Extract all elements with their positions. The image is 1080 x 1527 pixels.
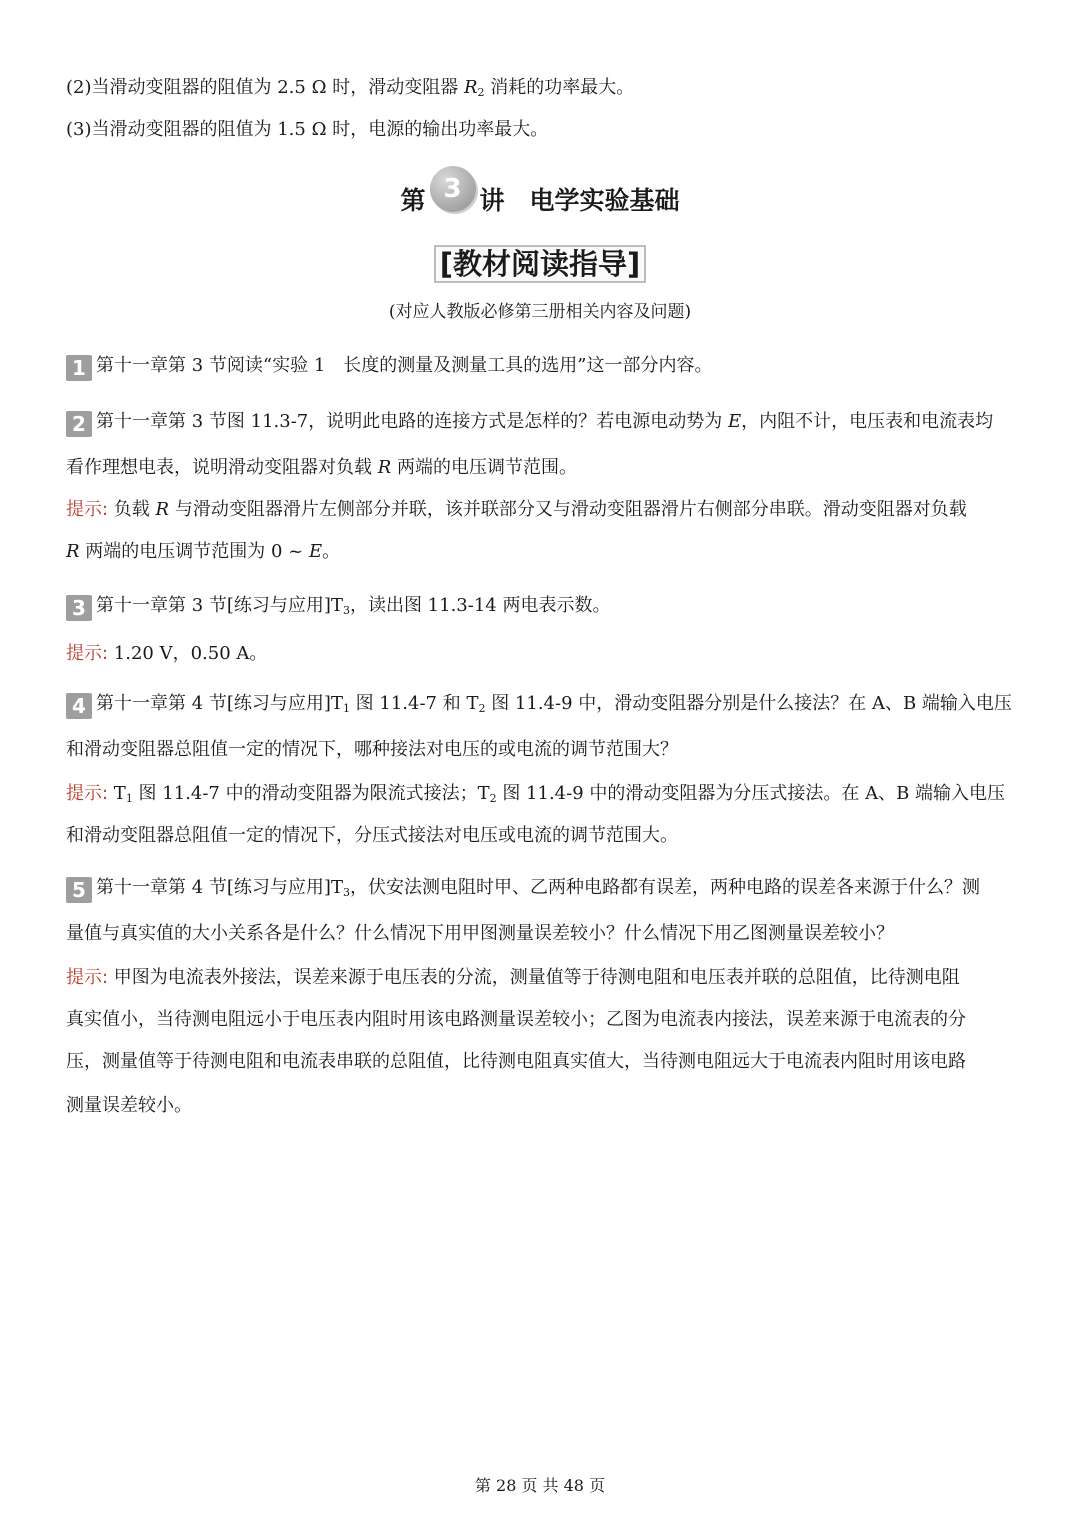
text: ，伏安法测电阻时甲、乙两种电路都有误差，两种电路的误差各来源于什么？测 [349, 877, 980, 898]
section-title [0, 242, 1080, 286]
answer-3: (3)当滑动变阻器的阻值为 1.5 Ω 时，电源的输出功率最大。 [66, 119, 549, 140]
hint-5-line-3: 压，测量值等于待测电阻和电流表串联的总阻值，比待测电阻真实值大，当待测电阻远大于电流表内阻时用该电路 [66, 1051, 966, 1072]
text: ，读出图 11.3-14 两电表示数。 [349, 595, 611, 616]
var-R: R [155, 499, 170, 520]
answer-2-number: (2) [66, 77, 92, 98]
text: 图 11.4-9 中的滑动变阻器为分压式接法。在 A、B 端输入电压 [496, 783, 1006, 804]
var-R: R [66, 541, 80, 562]
hint-2-line-1 [66, 498, 967, 522]
lecture-title: 讲 电学实验基础 [479, 186, 680, 215]
hint-2-line-2 [66, 540, 340, 564]
question-2-line-1 [66, 410, 993, 437]
question-number-badge: 2 [66, 411, 92, 437]
answer-2 [66, 76, 634, 100]
text: 负载 [108, 499, 156, 520]
text: 图 11.4-7 和 T [349, 693, 479, 714]
question-number-badge: 1 [66, 355, 92, 381]
answer-2-text-end: 消耗的功率最大。 [484, 77, 635, 98]
section-subtitle: (对应人教版必修第三册相关内容及问题) [388, 302, 692, 322]
hint-label: 提示: [66, 499, 109, 520]
question-number-badge: 5 [66, 877, 92, 903]
var-E: E [308, 541, 323, 562]
subscript: 3 [342, 886, 350, 899]
question-number-badge: 3 [66, 595, 92, 621]
lecture-prefix: 第 [400, 186, 426, 215]
subscript: 2 [478, 702, 486, 715]
question-2-line-2 [66, 456, 577, 480]
hint-label: 提示: [66, 967, 109, 988]
question-5-line-1 [66, 876, 980, 903]
text: 两端的电压调节范围为 0 ~ [79, 541, 309, 562]
page-footer: 第 28 页 共 48 页 [474, 1476, 606, 1495]
question-number-badge: 4 [66, 693, 92, 719]
question-4-line-2: 和滑动变阻器总阻值一定的情况下，哪种接法对电压的或电流的调节范围大？ [66, 739, 678, 760]
text: 看作理想电表，说明滑动变阻器对负载 [66, 457, 378, 478]
text: ，内阻不计，电压表和电流表均 [741, 411, 994, 432]
hint-5-line-1 [66, 966, 960, 990]
hint-3 [66, 642, 267, 666]
hint-label: 提示: [66, 643, 109, 664]
question-5-line-2: 量值与真实值的大小关系各是什么？什么情况下用甲图测量误差较小？什么情况下用乙图测量误差较小？ [66, 923, 894, 944]
text: 第十一章第 3 节图 11.3-7，说明此电路的连接方式是怎样的？若电源电动势为 [96, 411, 728, 432]
var-R: R [377, 457, 392, 478]
var-E: E [727, 411, 742, 432]
hint-4-line-1 [66, 782, 1005, 806]
hint-5-line-2: 真实值小，当待测电阻远小于电压表内阻时用该电路测量误差较小；乙图为电流表内接法，误差来源于电流表的分 [66, 1009, 966, 1030]
lecture-heading [0, 166, 1080, 229]
text: 与滑动变阻器滑片左侧部分并联，该并联部分又与滑动变阻器滑片右侧部分串联。滑动变阻器对负载 [169, 499, 967, 520]
text: 。 [322, 541, 341, 562]
text: 两端的电压调节范围。 [391, 457, 578, 478]
question-3 [66, 594, 610, 621]
question-4-line-1 [66, 692, 1012, 719]
lecture-number-badge: 3 [430, 166, 476, 212]
text: T [108, 783, 126, 804]
subscript: 2 [489, 792, 497, 805]
text: 1.20 V，0.50 A。 [108, 643, 268, 664]
var-R: R [463, 77, 478, 98]
text: 第十一章第 4 节[练习与应用]T [96, 693, 343, 714]
hint-label: 提示: [66, 783, 109, 804]
text: 图 11.4-7 中的滑动变阻器为限流式接法；T [132, 783, 490, 804]
question-1-text: 第十一章第 3 节阅读“实验 1 长度的测量及测量工具的选用”这一部分内容。 [96, 355, 713, 376]
hint-5-line-4: 测量误差较小。 [66, 1095, 192, 1116]
text: 第十一章第 3 节[练习与应用]T [96, 595, 343, 616]
section-title-text: [教材阅读指导] [434, 245, 647, 283]
subscript: 1 [342, 702, 350, 715]
hint-4-line-2: 和滑动变阻器总阻值一定的情况下，分压式接法对电压或电流的调节范围大。 [66, 825, 678, 846]
question-1 [66, 354, 712, 381]
subscript: 3 [342, 604, 350, 617]
subscript: 2 [477, 86, 485, 99]
answer-2-text: 当滑动变阻器的阻值为 2.5 Ω 时，滑动变阻器 [91, 77, 464, 98]
subscript: 1 [125, 792, 133, 805]
text: 甲图为电流表外接法，误差来源于电压表的分流，测量值等于待测电阻和电压表并联的总阻值，比待测电阻 [108, 967, 960, 988]
text: 图 11.4-9 中，滑动变阻器分别是什么接法？在 A、B 端输入电压 [485, 693, 1012, 714]
text: 第十一章第 4 节[练习与应用]T [96, 877, 343, 898]
